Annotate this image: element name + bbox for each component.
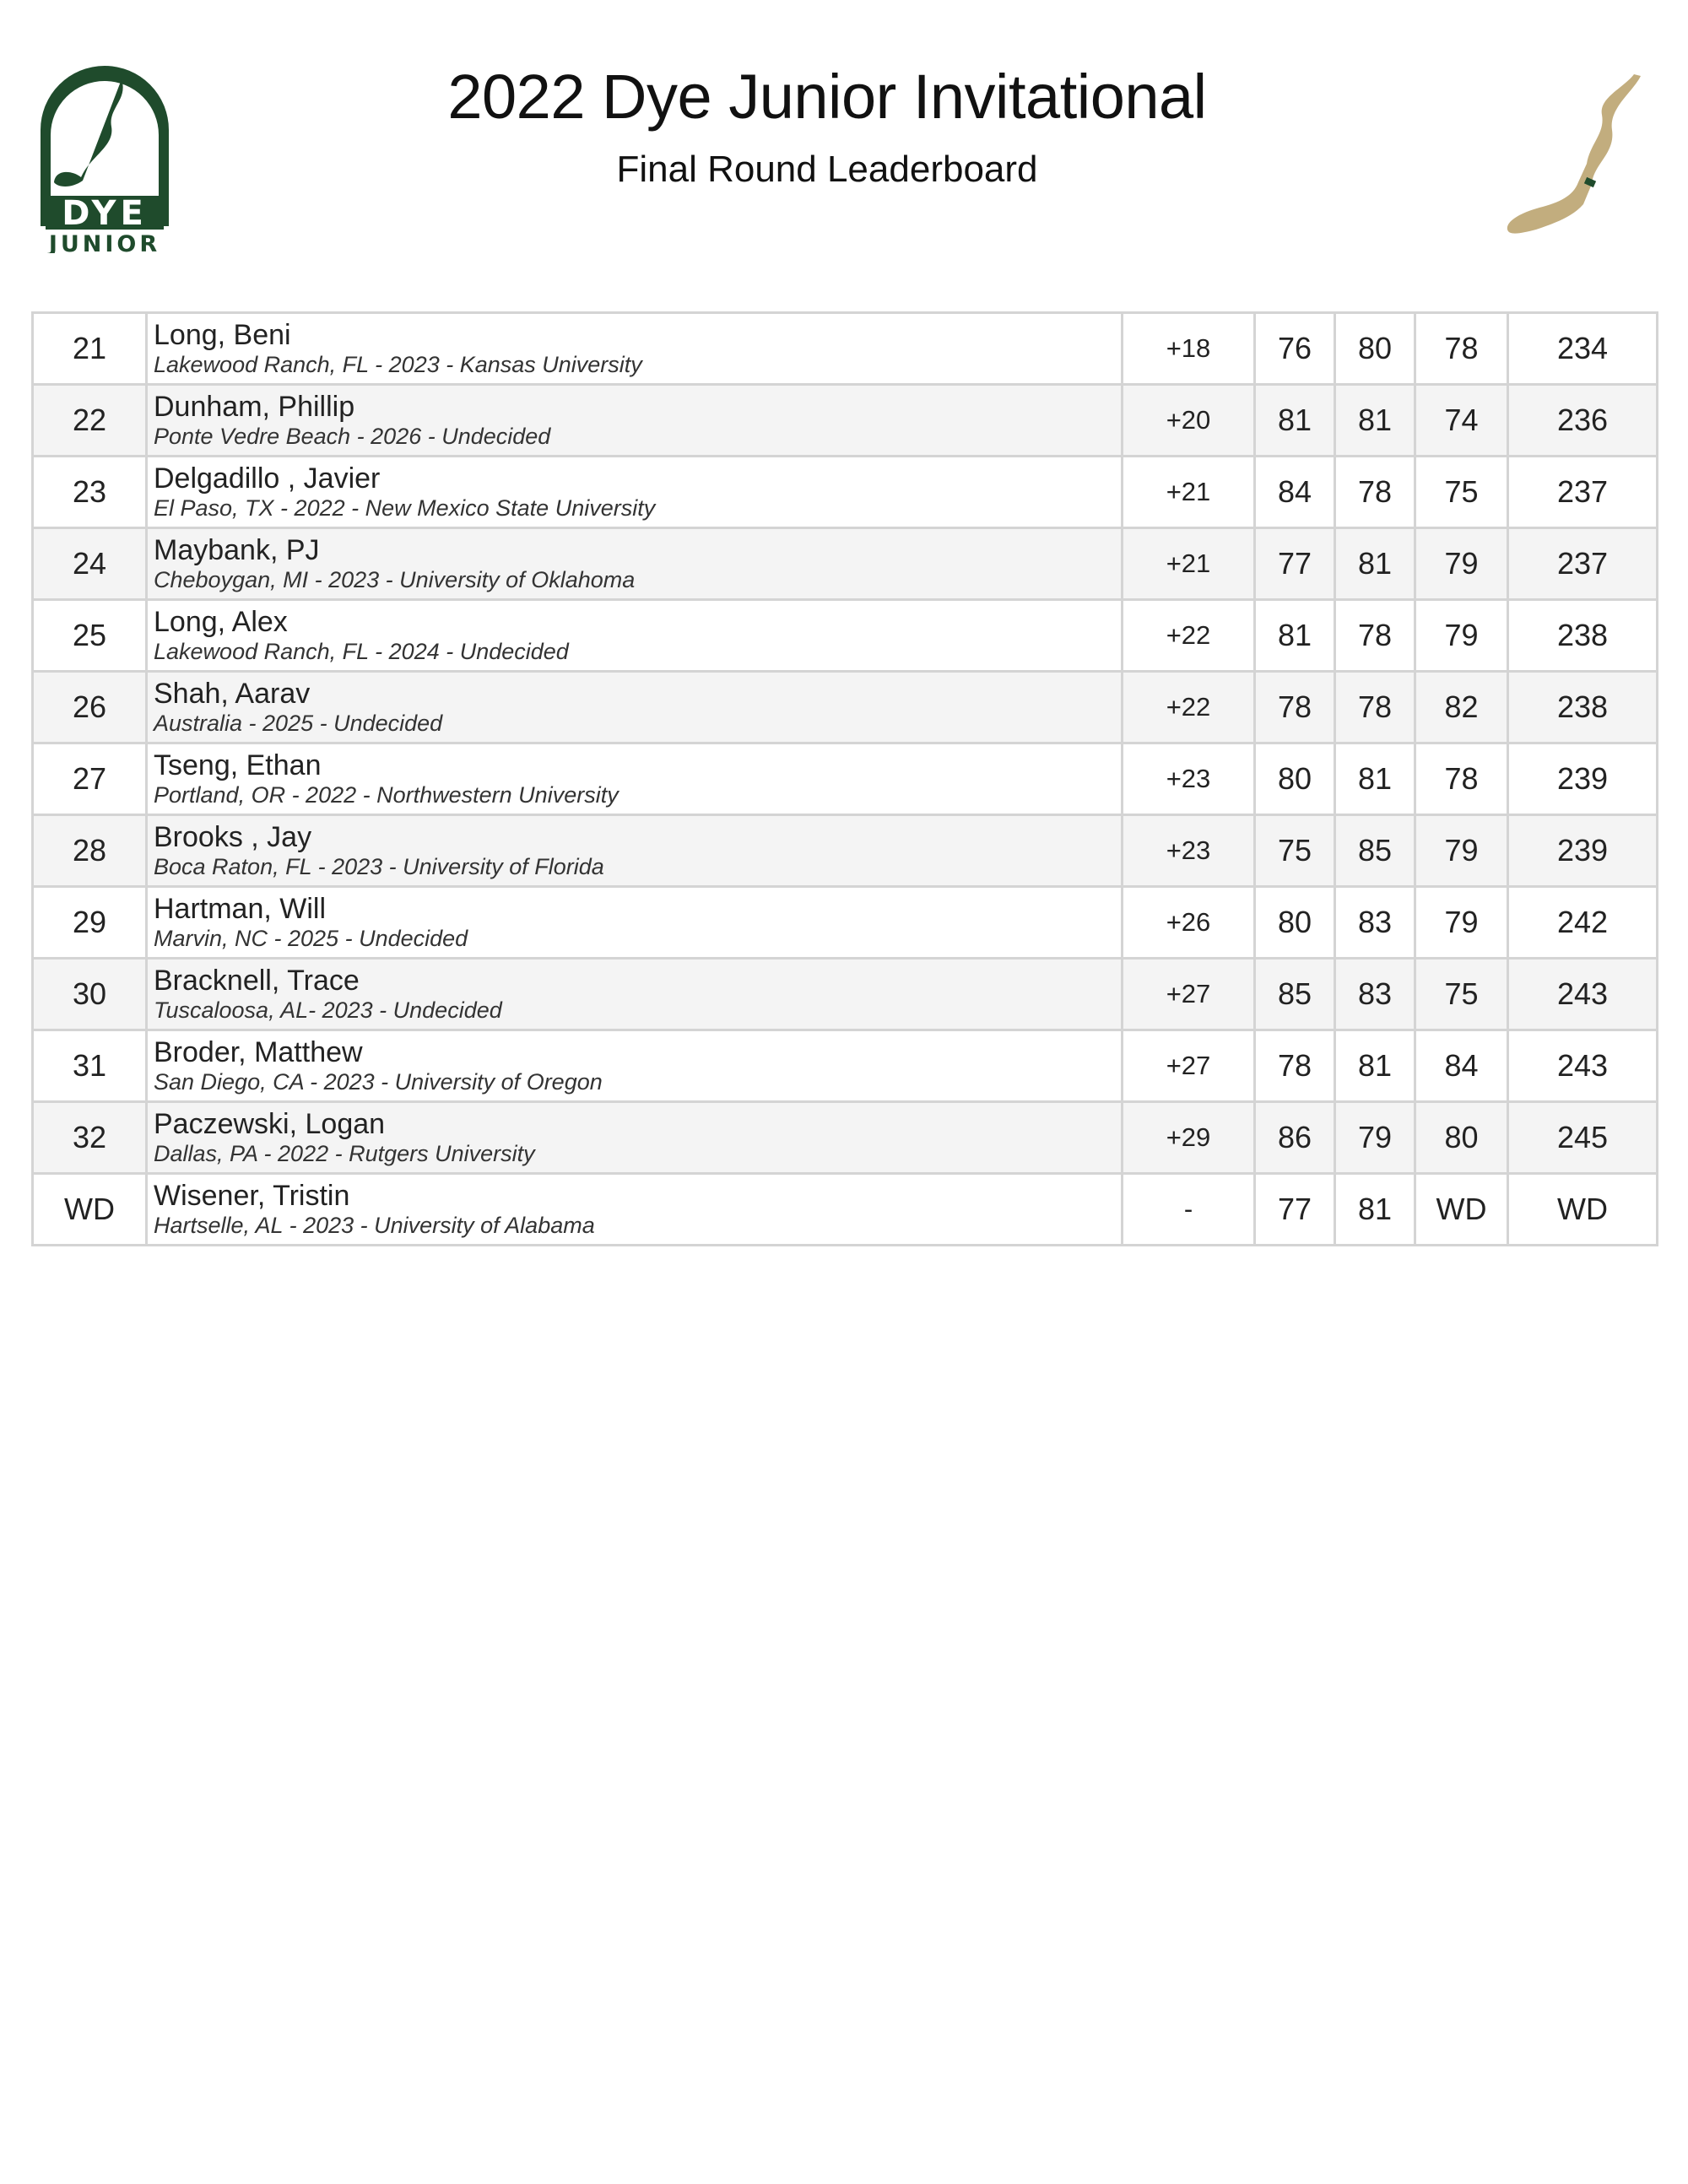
round1-cell: 80 <box>1255 887 1335 959</box>
position-cell: 22 <box>33 385 147 457</box>
player-name: Long, Alex <box>154 606 288 638</box>
table-row <box>33 672 1658 743</box>
player-cell <box>147 887 1123 959</box>
leaderboard-table <box>31 311 1658 1246</box>
player-name: Tseng, Ethan <box>154 749 322 781</box>
round3-cell: 82 <box>1415 672 1508 743</box>
player-name: Shah, Aarav <box>154 678 311 710</box>
player-name: Long, Beni <box>154 319 291 351</box>
to-par-cell: +22 <box>1123 672 1255 743</box>
round3-cell: 78 <box>1415 313 1508 385</box>
player-name: Maybank, PJ <box>154 534 320 566</box>
table-row <box>33 1102 1658 1174</box>
page-subtitle: Final Round Leaderboard <box>616 149 1038 190</box>
player-name: Wisener, Tristin <box>154 1180 350 1212</box>
total-cell: 243 <box>1508 1030 1658 1102</box>
table-row <box>33 815 1658 887</box>
round1-cell: 84 <box>1255 457 1335 528</box>
player-cell <box>147 672 1123 743</box>
player-cell <box>147 1030 1123 1102</box>
to-par-cell: +27 <box>1123 1030 1255 1102</box>
player-cell <box>147 313 1123 385</box>
logo-text-dye: DYE <box>62 194 148 233</box>
player-detail: Dallas, PA - 2022 - Rutgers University <box>154 1141 535 1166</box>
round2-cell: 80 <box>1335 313 1415 385</box>
round2-cell: 81 <box>1335 1030 1415 1102</box>
total-cell: 234 <box>1508 313 1658 385</box>
player-cell <box>147 1174 1123 1246</box>
to-par-cell: - <box>1123 1174 1255 1246</box>
player-cell <box>147 600 1123 672</box>
total-cell: 245 <box>1508 1102 1658 1174</box>
player-cell <box>147 528 1123 600</box>
round1-cell: 75 <box>1255 815 1335 887</box>
player-detail: Cheboygan, MI - 2023 - University of Oklahoma <box>154 567 636 592</box>
round2-cell: 81 <box>1335 385 1415 457</box>
round2-cell: 78 <box>1335 457 1415 528</box>
round3-cell: 79 <box>1415 815 1508 887</box>
table-row <box>33 600 1658 672</box>
round1-cell: 77 <box>1255 1174 1335 1246</box>
player-name: Brooks , Jay <box>154 821 312 853</box>
round1-cell: 76 <box>1255 313 1335 385</box>
position-cell: 26 <box>33 672 147 743</box>
golf-club-icon <box>1507 74 1641 234</box>
round3-cell: 80 <box>1415 1102 1508 1174</box>
round1-cell: 80 <box>1255 743 1335 815</box>
round2-cell: 81 <box>1335 743 1415 815</box>
to-par-cell: +18 <box>1123 313 1255 385</box>
to-par-cell: +21 <box>1123 457 1255 528</box>
position-cell: 32 <box>33 1102 147 1174</box>
player-cell <box>147 959 1123 1030</box>
player-detail: Tuscaloosa, AL- 2023 - Undecided <box>154 997 502 1023</box>
to-par-cell: +22 <box>1123 600 1255 672</box>
golf-club-logo <box>1506 69 1651 248</box>
position-cell: 23 <box>33 457 147 528</box>
to-par-cell: +23 <box>1123 815 1255 887</box>
player-detail: Marvin, NC - 2025 - Undecided <box>154 926 468 951</box>
to-par-cell: +26 <box>1123 887 1255 959</box>
round2-cell: 85 <box>1335 815 1415 887</box>
to-par-cell: +23 <box>1123 743 1255 815</box>
to-par-cell: +29 <box>1123 1102 1255 1174</box>
position-cell: WD <box>33 1174 147 1246</box>
player-name: Broder, Matthew <box>154 1036 363 1068</box>
round2-cell: 78 <box>1335 600 1415 672</box>
round1-cell: 81 <box>1255 385 1335 457</box>
player-detail: Portland, OR - 2022 - Northwestern University <box>154 782 619 808</box>
round2-cell: 78 <box>1335 672 1415 743</box>
player-detail: Boca Raton, FL - 2023 - University of Florida <box>154 854 604 879</box>
player-detail: Lakewood Ranch, FL - 2023 - Kansas University <box>154 352 642 377</box>
round2-cell: 81 <box>1335 1174 1415 1246</box>
table-row <box>33 743 1658 815</box>
player-detail: Ponte Vedre Beach - 2026 - Undecided <box>154 424 551 449</box>
player-name: Bracknell, Trace <box>154 965 360 997</box>
position-cell: 31 <box>33 1030 147 1102</box>
total-cell: 238 <box>1508 672 1658 743</box>
player-cell <box>147 743 1123 815</box>
total-cell: 239 <box>1508 743 1658 815</box>
player-cell <box>147 815 1123 887</box>
page-title: 2022 Dye Junior Invitational <box>447 62 1207 132</box>
logo-text-junior: JUNIOR <box>48 231 161 253</box>
round3-cell: 74 <box>1415 385 1508 457</box>
table-row <box>33 385 1658 457</box>
round2-cell: 83 <box>1335 887 1415 959</box>
player-name: Delgadillo , Javier <box>154 462 381 495</box>
player-name: Hartman, Will <box>154 893 327 925</box>
total-cell: 243 <box>1508 959 1658 1030</box>
round3-cell: 79 <box>1415 887 1508 959</box>
position-cell: 24 <box>33 528 147 600</box>
total-cell: 236 <box>1508 385 1658 457</box>
round3-cell: 75 <box>1415 959 1508 1030</box>
round3-cell: 75 <box>1415 457 1508 528</box>
total-cell: 237 <box>1508 528 1658 600</box>
table-row <box>33 1174 1658 1246</box>
round3-cell: 79 <box>1415 528 1508 600</box>
round1-cell: 81 <box>1255 600 1335 672</box>
table-row <box>33 528 1658 600</box>
table-row <box>33 1030 1658 1102</box>
to-par-cell: +20 <box>1123 385 1255 457</box>
player-cell <box>147 1102 1123 1174</box>
to-par-cell: +21 <box>1123 528 1255 600</box>
round1-cell: 78 <box>1255 1030 1335 1102</box>
round2-cell: 79 <box>1335 1102 1415 1174</box>
player-detail: San Diego, CA - 2023 - University of Oregon <box>154 1069 603 1095</box>
round1-cell: 86 <box>1255 1102 1335 1174</box>
total-cell: 237 <box>1508 457 1658 528</box>
position-cell: 21 <box>33 313 147 385</box>
player-detail: Lakewood Ranch, FL - 2024 - Undecided <box>154 639 569 664</box>
player-detail: Australia - 2025 - Undecided <box>154 711 443 736</box>
position-cell: 29 <box>33 887 147 959</box>
round3-cell: 78 <box>1415 743 1508 815</box>
round2-cell: 83 <box>1335 959 1415 1030</box>
round3-cell: 79 <box>1415 600 1508 672</box>
table-row <box>33 959 1658 1030</box>
player-cell <box>147 385 1123 457</box>
player-name: Dunham, Phillip <box>154 391 355 423</box>
round3-cell: WD <box>1415 1174 1508 1246</box>
position-cell: 27 <box>33 743 147 815</box>
round3-cell: 84 <box>1415 1030 1508 1102</box>
position-cell: 25 <box>33 600 147 672</box>
table-row <box>33 887 1658 959</box>
player-name: Paczewski, Logan <box>154 1108 386 1140</box>
table-row <box>33 457 1658 528</box>
player-cell <box>147 457 1123 528</box>
to-par-cell: +27 <box>1123 959 1255 1030</box>
round1-cell: 77 <box>1255 528 1335 600</box>
position-cell: 28 <box>33 815 147 887</box>
total-cell: 239 <box>1508 815 1658 887</box>
position-cell: 30 <box>33 959 147 1030</box>
round2-cell: 81 <box>1335 528 1415 600</box>
total-cell: WD <box>1508 1174 1658 1246</box>
total-cell: 242 <box>1508 887 1658 959</box>
player-detail: El Paso, TX - 2022 - New Mexico State University <box>154 495 656 521</box>
total-cell: 238 <box>1508 600 1658 672</box>
player-detail: Hartselle, AL - 2023 - University of Alabama <box>154 1213 595 1238</box>
round1-cell: 85 <box>1255 959 1335 1030</box>
round1-cell: 78 <box>1255 672 1335 743</box>
table-row <box>33 313 1658 385</box>
